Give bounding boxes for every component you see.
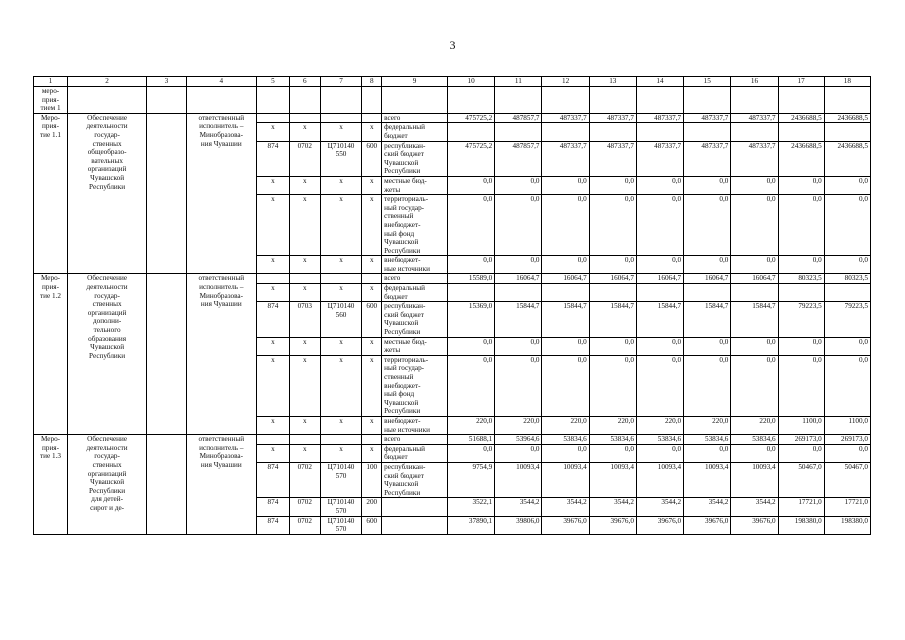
empty-cell — [636, 87, 683, 114]
amount-cell: 220,0 — [495, 416, 542, 434]
amount-cell — [589, 123, 636, 141]
amount-cell: 0,0 — [731, 444, 778, 462]
amount-cell: 10093,4 — [731, 462, 778, 497]
target-code-cell: x — [320, 123, 362, 141]
amount-cell: 39676,0 — [589, 516, 636, 534]
budget-table — [33, 76, 871, 535]
amount-cell: 0,0 — [448, 176, 495, 194]
amount-cell: 2436688,5 — [824, 113, 870, 123]
amount-cell — [448, 284, 495, 302]
amount-cell: 16064,7 — [589, 274, 636, 284]
column-header: 9 — [382, 77, 448, 87]
amount-cell: 53834,6 — [542, 435, 589, 445]
amount-cell: 487337,7 — [636, 113, 683, 123]
amount-cell: 269173,0 — [778, 435, 824, 445]
funding-source-cell: федеральный бюджет — [382, 123, 448, 141]
amount-cell — [495, 123, 542, 141]
amount-cell: 0,0 — [542, 337, 589, 355]
amount-cell: 50467,0 — [824, 462, 870, 497]
target-code-cell: x — [320, 176, 362, 194]
amount-cell: 50467,0 — [778, 462, 824, 497]
code-cell: 874 — [256, 516, 289, 534]
expense-type-cell: 200 — [362, 498, 382, 516]
empty-cell — [147, 87, 187, 114]
amount-cell: 0,0 — [778, 355, 824, 416]
section-code-cell: x — [289, 416, 320, 434]
column-header: 5 — [256, 77, 289, 87]
amount-cell: 0,0 — [589, 355, 636, 416]
code-cell: 874 — [256, 498, 289, 516]
section-code-cell: 0702 — [289, 462, 320, 497]
event-number-cell: Меро- прия- тие 1.1 — [34, 113, 68, 274]
amount-cell: 0,0 — [448, 195, 495, 256]
expense-type-cell: x — [362, 284, 382, 302]
amount-cell — [684, 284, 731, 302]
amount-cell: 220,0 — [684, 416, 731, 434]
event-name-cell: Обеспечение деятельности государ- ственных общеобразо- вательных организаций Чувашской Республики — [68, 113, 147, 274]
amount-cell: 487337,7 — [731, 141, 778, 176]
event-number-cell: Меро- прия- тие 1.3 — [34, 435, 68, 535]
column-header: 10 — [448, 77, 495, 87]
amount-cell: 0,0 — [448, 355, 495, 416]
target-code-cell — [320, 274, 362, 284]
executor-cell: ответственный исполнитель – Минобразова- ния Чувашии — [186, 274, 256, 435]
target-code-cell: x — [320, 337, 362, 355]
code-cell: x — [256, 256, 289, 274]
column-header: 13 — [589, 77, 636, 87]
amount-cell: 0,0 — [495, 337, 542, 355]
empty-cell — [731, 87, 778, 114]
amount-cell: 3544,2 — [731, 498, 778, 516]
amount-cell: 0,0 — [778, 176, 824, 194]
table-row — [34, 87, 871, 114]
table-row — [34, 274, 871, 284]
amount-cell: 220,0 — [731, 416, 778, 434]
amount-cell: 2436688,5 — [778, 113, 824, 123]
amount-cell: 16064,7 — [636, 274, 683, 284]
section-code-cell: x — [289, 444, 320, 462]
amount-cell: 10093,4 — [542, 462, 589, 497]
amount-cell — [778, 123, 824, 141]
amount-cell: 15844,7 — [731, 302, 778, 337]
code-cell — [256, 435, 289, 445]
amount-cell: 0,0 — [684, 195, 731, 256]
section-code-cell — [289, 274, 320, 284]
funding-source-cell: всего — [382, 113, 448, 123]
amount-cell: 0,0 — [684, 337, 731, 355]
amount-cell: 16064,7 — [542, 274, 589, 284]
column-header: 4 — [186, 77, 256, 87]
amount-cell: 0,0 — [824, 176, 870, 194]
section-code-cell: x — [289, 123, 320, 141]
amount-cell: 16064,7 — [731, 274, 778, 284]
amount-cell: 487337,7 — [636, 141, 683, 176]
expense-type-cell: 100 — [362, 462, 382, 497]
amount-cell — [636, 123, 683, 141]
event-number-cell: Меро- прия- тие 1.2 — [34, 274, 68, 435]
amount-cell: 39676,0 — [731, 516, 778, 534]
section-code-cell: 0702 — [289, 498, 320, 516]
section-code-cell: x — [289, 337, 320, 355]
amount-cell: 15844,7 — [636, 302, 683, 337]
amount-cell: 53834,6 — [684, 435, 731, 445]
amount-cell: 0,0 — [448, 337, 495, 355]
amount-cell: 0,0 — [778, 195, 824, 256]
amount-cell: 0,0 — [636, 444, 683, 462]
empty-cell — [147, 113, 187, 274]
code-cell: x — [256, 337, 289, 355]
amount-cell: 0,0 — [824, 256, 870, 274]
column-header: 17 — [778, 77, 824, 87]
amount-cell: 0,0 — [542, 355, 589, 416]
funding-source-cell: внебюджет- ные источники — [382, 256, 448, 274]
amount-cell: 0,0 — [589, 256, 636, 274]
target-code-cell: x — [320, 195, 362, 256]
amount-cell: 15844,7 — [589, 302, 636, 337]
empty-cell — [778, 87, 824, 114]
amount-cell: 0,0 — [636, 256, 683, 274]
amount-cell: 53834,6 — [589, 435, 636, 445]
amount-cell: 80323,5 — [778, 274, 824, 284]
funding-source-cell: внебюджет- ные источники — [382, 416, 448, 434]
amount-cell: 0,0 — [824, 337, 870, 355]
amount-cell: 79223,5 — [824, 302, 870, 337]
amount-cell: 0,0 — [542, 444, 589, 462]
target-code-cell: x — [320, 284, 362, 302]
funding-source-cell: республикан- ский бюджет Чувашской Республики — [382, 141, 448, 176]
amount-cell: 0,0 — [495, 176, 542, 194]
code-cell: x — [256, 444, 289, 462]
funding-source-cell: местные бюд- жеты — [382, 337, 448, 355]
empty-cell — [256, 87, 289, 114]
empty-cell — [362, 87, 382, 114]
section-code-cell: x — [289, 256, 320, 274]
amount-cell: 0,0 — [684, 444, 731, 462]
amount-cell: 3544,2 — [589, 498, 636, 516]
funding-source-cell: всего — [382, 274, 448, 284]
funding-source-cell — [382, 516, 448, 534]
column-header: 15 — [684, 77, 731, 87]
amount-cell: 0,0 — [731, 355, 778, 416]
amount-cell — [542, 123, 589, 141]
expense-type-cell: x — [362, 123, 382, 141]
amount-cell: 0,0 — [589, 176, 636, 194]
section-code-cell: 0703 — [289, 302, 320, 337]
empty-cell — [289, 87, 320, 114]
event-name-cell: Обеспечение деятельности государ- ственных организаций дополни- тельного образования Чувашской Республики — [68, 274, 147, 435]
empty-cell — [824, 87, 870, 114]
amount-cell: 0,0 — [589, 337, 636, 355]
amount-cell: 0,0 — [731, 195, 778, 256]
expense-type-cell — [362, 274, 382, 284]
amount-cell: 16064,7 — [684, 274, 731, 284]
table-row — [34, 113, 871, 123]
amount-cell: 487337,7 — [589, 113, 636, 123]
target-code-cell — [320, 113, 362, 123]
code-cell: x — [256, 123, 289, 141]
amount-cell — [589, 284, 636, 302]
section-code-cell: x — [289, 176, 320, 194]
column-header: 1 — [34, 77, 68, 87]
empty-cell — [448, 87, 495, 114]
funding-source-cell: федеральный бюджет — [382, 444, 448, 462]
amount-cell: 0,0 — [495, 444, 542, 462]
section-code-cell: 0702 — [289, 141, 320, 176]
amount-cell: 37890,1 — [448, 516, 495, 534]
amount-cell: 0,0 — [731, 337, 778, 355]
amount-cell: 53834,6 — [731, 435, 778, 445]
expense-type-cell: x — [362, 176, 382, 194]
amount-cell: 2436688,5 — [778, 141, 824, 176]
funding-source-cell — [382, 498, 448, 516]
empty-cell — [147, 274, 187, 435]
amount-cell: 487337,7 — [684, 141, 731, 176]
funding-source-cell: республикан- ский бюджет Чувашской Республики — [382, 302, 448, 337]
event-name-cell: Обеспечение деятельности государ- ственных организаций Чувашской Республики для детей- сирот и де- — [68, 435, 147, 535]
section-code-cell: 0702 — [289, 516, 320, 534]
section-code-cell: x — [289, 284, 320, 302]
code-cell: x — [256, 355, 289, 416]
amount-cell — [448, 123, 495, 141]
expense-type-cell — [362, 113, 382, 123]
event-label-cell: меро- прия- тием 1 — [34, 87, 68, 114]
amount-cell: 3544,2 — [495, 498, 542, 516]
amount-cell — [684, 123, 731, 141]
amount-cell: 0,0 — [589, 195, 636, 256]
amount-cell: 10093,4 — [495, 462, 542, 497]
amount-cell: 15589,0 — [448, 274, 495, 284]
target-code-cell: x — [320, 256, 362, 274]
amount-cell: 17721,0 — [778, 498, 824, 516]
amount-cell: 220,0 — [448, 416, 495, 434]
expense-type-cell: x — [362, 256, 382, 274]
amount-cell: 39676,0 — [636, 516, 683, 534]
empty-cell — [68, 87, 147, 114]
column-header: 11 — [495, 77, 542, 87]
empty-cell — [495, 87, 542, 114]
expense-type-cell: x — [362, 444, 382, 462]
amount-cell: 0,0 — [542, 176, 589, 194]
table-row — [34, 435, 871, 445]
amount-cell: 487857,7 — [495, 113, 542, 123]
amount-cell: 3544,2 — [542, 498, 589, 516]
amount-cell: 3522,1 — [448, 498, 495, 516]
funding-source-cell: местные бюд- жеты — [382, 176, 448, 194]
amount-cell: 0,0 — [778, 256, 824, 274]
amount-cell: 9754,9 — [448, 462, 495, 497]
amount-cell: 10093,4 — [589, 462, 636, 497]
empty-cell — [589, 87, 636, 114]
column-header: 7 — [320, 77, 362, 87]
amount-cell — [542, 284, 589, 302]
amount-cell — [495, 284, 542, 302]
executor-cell: ответственный исполнитель – Минобразова- ния Чувашии — [186, 113, 256, 274]
amount-cell: 487337,7 — [542, 141, 589, 176]
expense-type-cell: x — [362, 337, 382, 355]
target-code-cell: x — [320, 444, 362, 462]
amount-cell: 0,0 — [636, 176, 683, 194]
amount-cell: 0,0 — [448, 444, 495, 462]
amount-cell: 0,0 — [731, 256, 778, 274]
amount-cell: 39676,0 — [542, 516, 589, 534]
amount-cell: 220,0 — [636, 416, 683, 434]
expense-type-cell: x — [362, 355, 382, 416]
funding-source-cell: территориаль- ный государ- ственный внебюджет- ный фонд Чувашской Республики — [382, 355, 448, 416]
amount-cell: 0,0 — [495, 355, 542, 416]
amount-cell: 53834,6 — [636, 435, 683, 445]
code-cell: 874 — [256, 141, 289, 176]
amount-cell — [636, 284, 683, 302]
amount-cell: 39806,0 — [495, 516, 542, 534]
target-code-cell: x — [320, 355, 362, 416]
target-code-cell: x — [320, 416, 362, 434]
funding-source-cell: республикан- ский бюджет Чувашской Республики — [382, 462, 448, 497]
section-code-cell: x — [289, 355, 320, 416]
amount-cell: 10093,4 — [636, 462, 683, 497]
expense-type-cell — [362, 435, 382, 445]
amount-cell: 0,0 — [684, 176, 731, 194]
column-header: 8 — [362, 77, 382, 87]
amount-cell: 0,0 — [636, 195, 683, 256]
amount-cell: 51688,1 — [448, 435, 495, 445]
amount-cell: 0,0 — [824, 444, 870, 462]
amount-cell: 2436688,5 — [824, 141, 870, 176]
amount-cell: 0,0 — [542, 195, 589, 256]
amount-cell: 0,0 — [731, 176, 778, 194]
code-cell: x — [256, 284, 289, 302]
target-code-cell: Ц710140 570 — [320, 516, 362, 534]
code-cell — [256, 113, 289, 123]
empty-cell — [382, 87, 448, 114]
code-cell: x — [256, 195, 289, 256]
amount-cell: 10093,4 — [684, 462, 731, 497]
expense-type-cell: x — [362, 416, 382, 434]
amount-cell: 0,0 — [684, 355, 731, 416]
amount-cell — [824, 284, 870, 302]
expense-type-cell: 600 — [362, 141, 382, 176]
amount-cell: 487337,7 — [542, 113, 589, 123]
target-code-cell: Ц710140 570 — [320, 498, 362, 516]
expense-type-cell: x — [362, 195, 382, 256]
amount-cell — [731, 123, 778, 141]
expense-type-cell: 600 — [362, 516, 382, 534]
amount-cell: 0,0 — [589, 444, 636, 462]
amount-cell: 220,0 — [542, 416, 589, 434]
amount-cell: 198380,0 — [778, 516, 824, 534]
amount-cell — [824, 123, 870, 141]
funding-source-cell: всего — [382, 435, 448, 445]
amount-cell: 0,0 — [636, 355, 683, 416]
amount-cell: 269173,0 — [824, 435, 870, 445]
code-cell — [256, 274, 289, 284]
column-header: 16 — [731, 77, 778, 87]
amount-cell: 15844,7 — [495, 302, 542, 337]
target-code-cell: Ц710140 570 — [320, 462, 362, 497]
amount-cell: 220,0 — [589, 416, 636, 434]
amount-cell: 475725,2 — [448, 141, 495, 176]
amount-cell: 15844,7 — [542, 302, 589, 337]
column-header: 3 — [147, 77, 187, 87]
amount-cell: 0,0 — [778, 337, 824, 355]
code-cell: 874 — [256, 302, 289, 337]
amount-cell: 487337,7 — [684, 113, 731, 123]
amount-cell: 3544,2 — [684, 498, 731, 516]
empty-cell — [186, 87, 256, 114]
code-cell: x — [256, 176, 289, 194]
amount-cell: 487337,7 — [731, 113, 778, 123]
amount-cell — [778, 284, 824, 302]
code-cell: 874 — [256, 462, 289, 497]
amount-cell: 0,0 — [495, 256, 542, 274]
expense-type-cell: 600 — [362, 302, 382, 337]
amount-cell: 487337,7 — [589, 141, 636, 176]
amount-cell: 0,0 — [684, 256, 731, 274]
amount-cell: 3544,2 — [636, 498, 683, 516]
section-code-cell — [289, 113, 320, 123]
funding-source-cell: федеральный бюджет — [382, 284, 448, 302]
empty-cell — [147, 435, 187, 535]
section-code-cell: x — [289, 195, 320, 256]
amount-cell: 15844,7 — [684, 302, 731, 337]
amount-cell: 1100,0 — [778, 416, 824, 434]
section-code-cell — [289, 435, 320, 445]
amount-cell: 0,0 — [495, 195, 542, 256]
amount-cell: 0,0 — [636, 337, 683, 355]
amount-cell: 0,0 — [824, 195, 870, 256]
amount-cell: 0,0 — [542, 256, 589, 274]
amount-cell: 53964,6 — [495, 435, 542, 445]
empty-cell — [320, 87, 362, 114]
target-code-cell: Ц710140 550 — [320, 141, 362, 176]
amount-cell: 198380,0 — [824, 516, 870, 534]
amount-cell: 80323,5 — [824, 274, 870, 284]
amount-cell: 475725,2 — [448, 113, 495, 123]
code-cell: x — [256, 416, 289, 434]
column-header: 6 — [289, 77, 320, 87]
executor-cell: ответственный исполнитель – Минобразова- ния Чувашии — [186, 435, 256, 535]
page-number: 3 — [449, 38, 456, 52]
target-code-cell: Ц710140 560 — [320, 302, 362, 337]
amount-cell: 16064,7 — [495, 274, 542, 284]
empty-cell — [542, 87, 589, 114]
amount-cell: 0,0 — [824, 355, 870, 416]
amount-cell: 487857,7 — [495, 141, 542, 176]
target-code-cell — [320, 435, 362, 445]
header-row — [34, 77, 871, 87]
amount-cell: 17721,0 — [824, 498, 870, 516]
amount-cell: 79223,5 — [778, 302, 824, 337]
funding-source-cell: территориаль- ный государ- ственный внебюджет- ный фонд Чувашской Республики — [382, 195, 448, 256]
amount-cell: 0,0 — [448, 256, 495, 274]
column-header: 2 — [68, 77, 147, 87]
empty-cell — [684, 87, 731, 114]
amount-cell: 15369,0 — [448, 302, 495, 337]
amount-cell: 0,0 — [778, 444, 824, 462]
amount-cell: 1100,0 — [824, 416, 870, 434]
column-header: 18 — [824, 77, 870, 87]
amount-cell — [731, 284, 778, 302]
column-header: 12 — [542, 77, 589, 87]
amount-cell: 39676,0 — [684, 516, 731, 534]
column-header: 14 — [636, 77, 683, 87]
